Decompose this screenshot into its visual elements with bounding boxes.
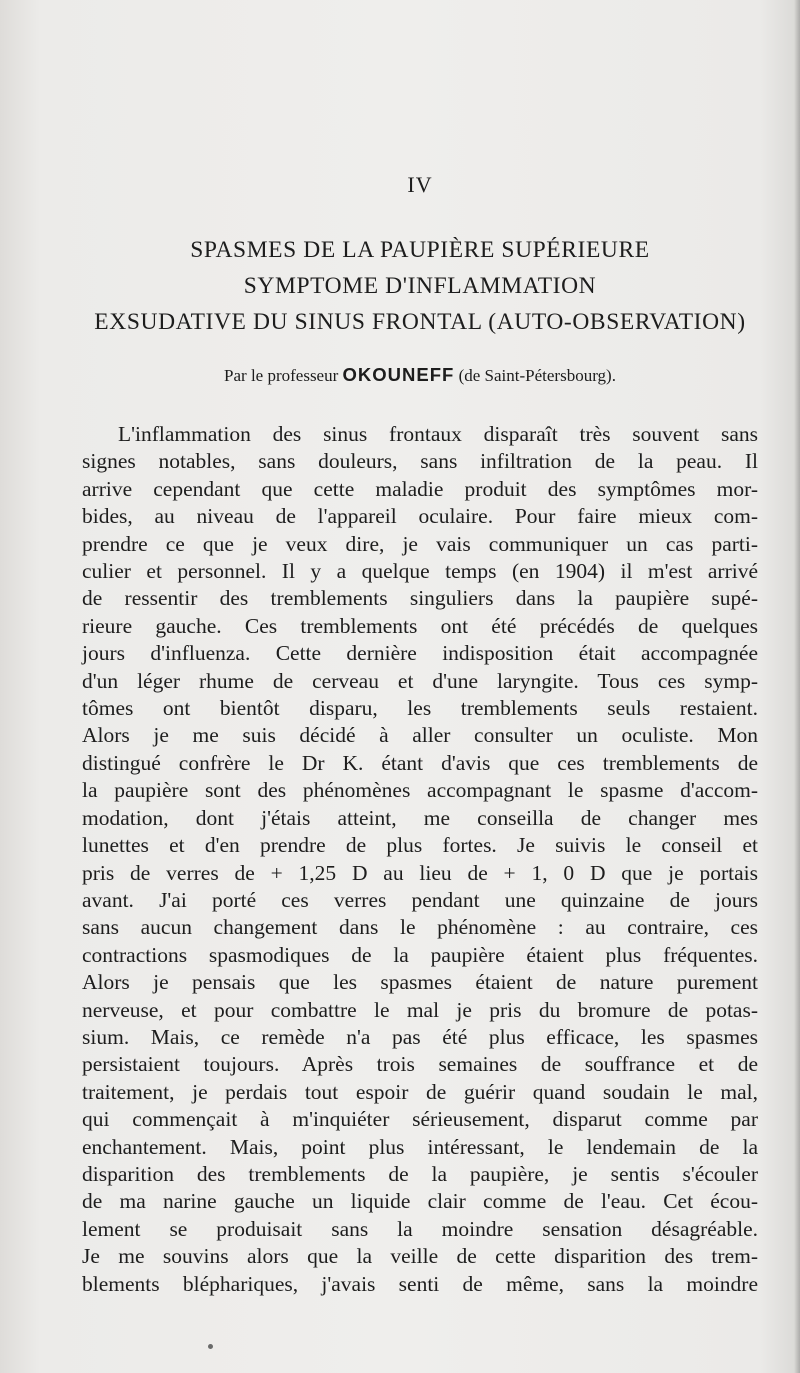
title-line-3: EXSUDATIVE DU SINUS FRONTAL (AUTO-OBSERVATION): [94, 309, 746, 335]
body-line: d'un léger rhume de cerveau et d'une laryngite. Tous ces symp-: [82, 668, 758, 693]
body-line: Je me souvins alors que la veille de cette disparition des trem-: [82, 1244, 758, 1269]
body-line: persistaient toujours. Après trois semaines de souffrance et de: [82, 1052, 758, 1077]
body-line: qui commençait à m'inquiéter sérieusement, disparut comme par: [82, 1107, 758, 1132]
body-line: blements bléphariques, j'avais senti de même, sans la moindre: [82, 1271, 758, 1296]
body-line: pris de verres de + 1,25 D au lieu de + 1, 0 D que je portais: [82, 860, 758, 885]
body-line: sans aucun changement dans le phénomène : au contraire, ces: [82, 915, 758, 940]
body-line: Alors je pensais que les spasmes étaient de nature purement: [82, 970, 758, 995]
byline: [0, 364, 800, 386]
body-line: modation, dont j'étais atteint, me conseilla de changer mes: [82, 805, 758, 830]
section-number: IV: [407, 172, 433, 197]
body-line: lement se produisait sans la moindre sensation désagréable.: [82, 1216, 758, 1241]
byline-prefix: Par le professeur: [224, 366, 339, 385]
body-line: rieure gauche. Ces tremblements ont été précédés de quelques: [82, 613, 758, 638]
page-edge-shadow: [794, 0, 800, 1373]
title-line-1: SPASMES DE LA PAUPIÈRE SUPÉRIEURE: [190, 237, 650, 263]
body-line: culier et personnel. Il y a quelque temps (en 1904) il m'est arrivé: [82, 559, 758, 584]
body-line: avant. J'ai porté ces verres pendant une quinzaine de jours: [82, 887, 758, 912]
body-line: sium. Mais, ce remède n'a pas été plus efficace, les spasmes: [82, 1024, 758, 1049]
body-line: contractions spasmodiques de la paupière étaient plus fréquentes.: [82, 942, 758, 967]
article-title: [70, 232, 770, 340]
ink-speck: [208, 1344, 213, 1349]
author-name: OKOUNEFF: [342, 364, 455, 385]
body-line: nerveuse, et pour combattre le mal je pris du bromure de potas-: [82, 997, 758, 1022]
body-line: prendre ce que je veux dire, je vais communiquer un cas parti-: [82, 531, 758, 556]
body-line: disparition des tremblements de la paupière, je sentis s'écouler: [82, 1161, 758, 1186]
body-line: Alors je me suis décidé à aller consulter un oculiste. Mon: [82, 723, 758, 748]
byline-affiliation: (de Saint-Pétersbourg).: [458, 366, 616, 385]
body-line: L'inflammation des sinus frontaux disparaît très souvent sans: [118, 422, 758, 446]
body-line: bides, au niveau de l'appareil oculaire. Pour faire mieux com-: [82, 504, 758, 529]
title-line-2: SYMPTOME D'INFLAMMATION: [243, 273, 597, 299]
body-line: de ressentir des tremblements singuliers dans la paupière supé-: [82, 586, 758, 611]
body-line: de ma narine gauche un liquide clair comme de l'eau. Cet écou-: [82, 1189, 758, 1214]
body-line: traitement, je perdais tout espoir de guérir quand soudain le mal,: [82, 1079, 758, 1104]
body-line: enchantement. Mais, point plus intéressant, le lendemain de la: [82, 1134, 758, 1159]
article-body: [82, 421, 758, 1298]
body-line: tômes ont bientôt disparu, les tremblements seuls restaient.: [82, 696, 758, 721]
body-line: la paupière sont des phénomènes accompagnant le spasme d'accom-: [82, 778, 758, 803]
body-line: lunettes et d'en prendre de plus fortes. Je suivis le conseil et: [82, 833, 758, 858]
body-line: jours d'influenza. Cette dernière indisposition était accompagnée: [82, 641, 758, 666]
body-line: arrive cependant que cette maladie produit des symptômes mor-: [82, 476, 758, 501]
body-line: signes notables, sans douleurs, sans infiltration de la peau. Il: [82, 449, 758, 474]
body-line: distingué confrère le Dr K. étant d'avis que ces tremblements de: [82, 750, 758, 775]
